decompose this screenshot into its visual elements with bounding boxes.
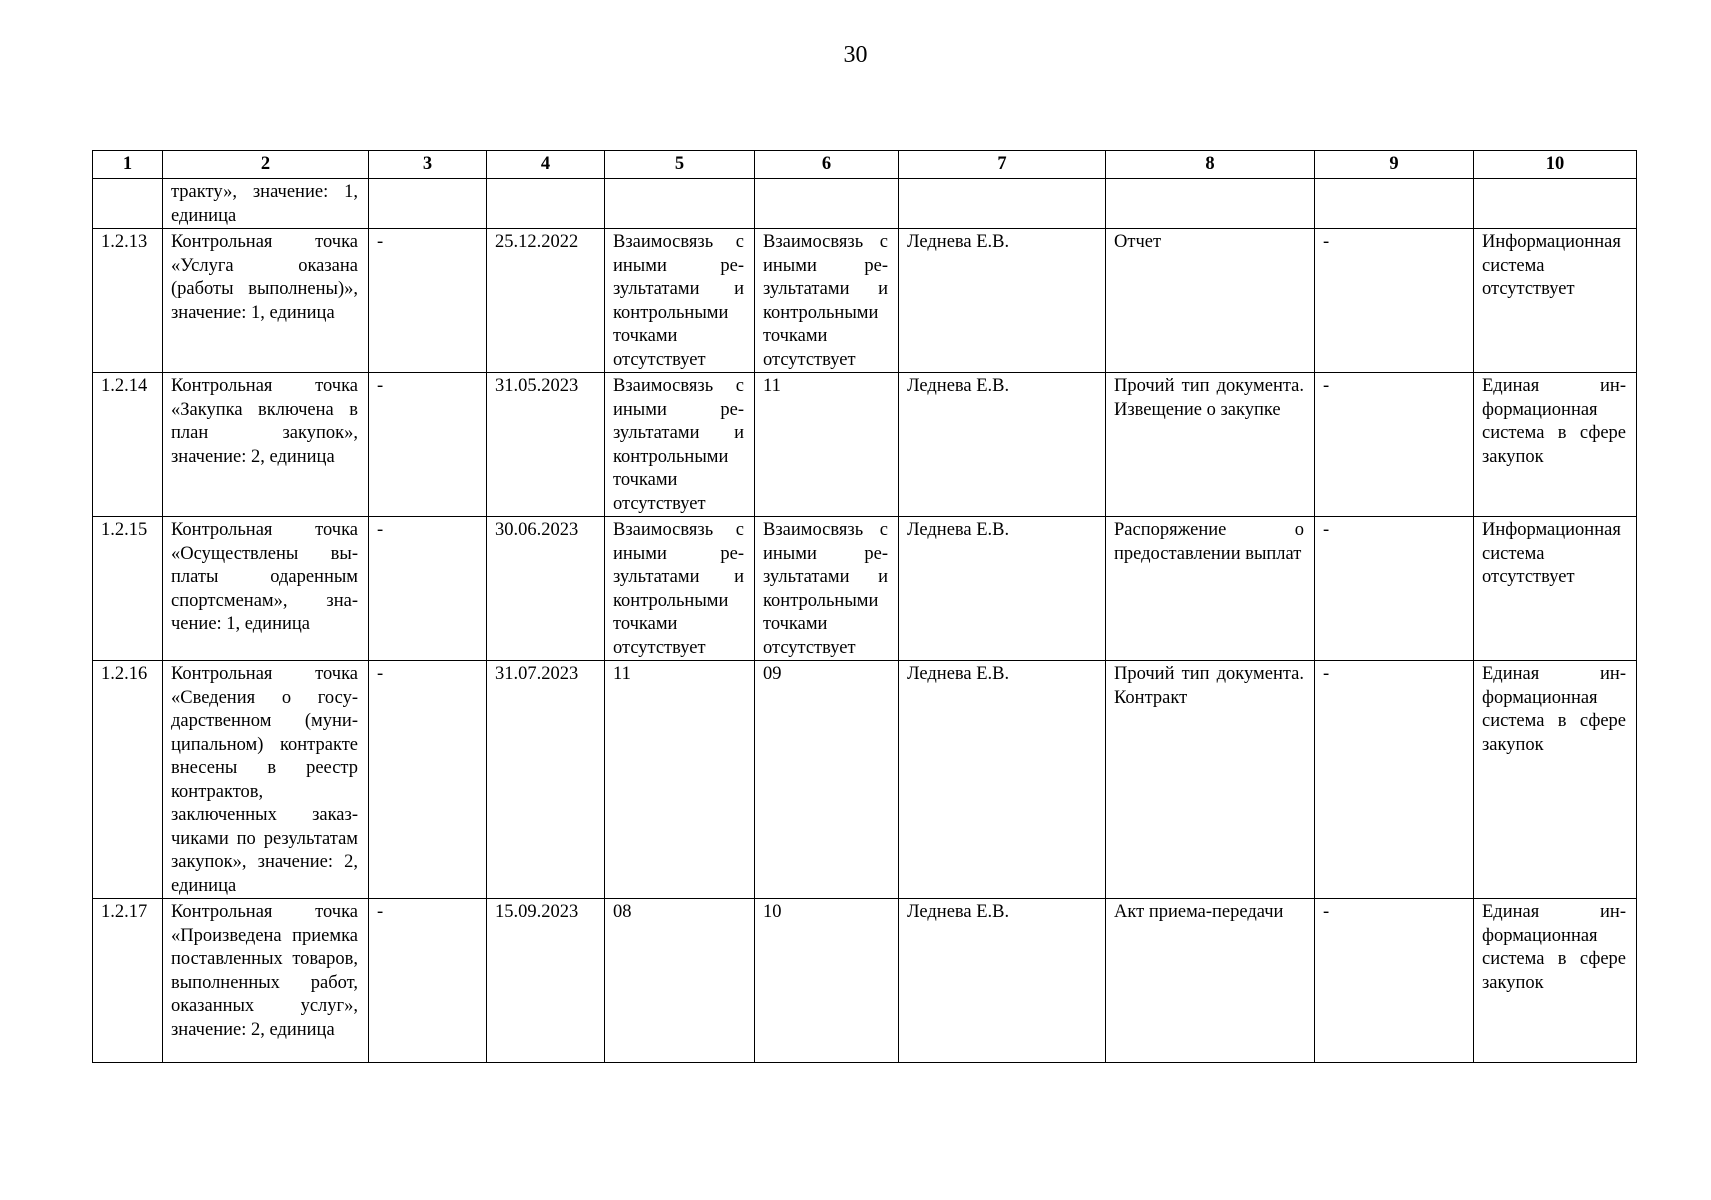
table-cell: Леднева Е.В.: [899, 661, 1106, 899]
column-header: 8: [1106, 151, 1315, 179]
table-cell: -: [369, 229, 487, 373]
table-cell: Прочий тип документа. Контракт: [1106, 661, 1315, 899]
header-row: [93, 151, 1637, 179]
table-cell: Контрольная точка «Произведена приемка поставленных товаров, выполненных работ, оказанных услуг», значение: 2, единица: [163, 899, 369, 1063]
table-cell: -: [369, 517, 487, 661]
table-cell: -: [1315, 229, 1474, 373]
table-cell: Информационная система отсутствует: [1474, 517, 1637, 661]
row-number: 1.2.16: [93, 661, 163, 899]
column-header: 2: [163, 151, 369, 179]
table-cell: [899, 179, 1106, 229]
table-cell: 15.09.2023: [487, 899, 605, 1063]
column-header: 4: [487, 151, 605, 179]
table-cell: Единая информационная система в сфере закупок: [1474, 899, 1637, 1063]
table-cell: [1315, 179, 1474, 229]
table-cell: Контрольная точка «Закупка включена в план закупок», значение: 2, единица: [163, 373, 369, 517]
table-cell: Единая информационная система в сфере закупок: [1474, 373, 1637, 517]
table-cell: 31.07.2023: [487, 661, 605, 899]
row-number: 1.2.14: [93, 373, 163, 517]
table-cell: [605, 179, 755, 229]
row-number: 1.2.13: [93, 229, 163, 373]
table-cell: [487, 179, 605, 229]
table-cell: 10: [755, 899, 899, 1063]
table-cell: [1106, 179, 1315, 229]
table-cell: Взаимосвязь с иными результатами и контрольными точками отсутствует: [605, 229, 755, 373]
table-cell: -: [1315, 899, 1474, 1063]
table-cell: -: [1315, 661, 1474, 899]
table-cell: Леднева Е.В.: [899, 229, 1106, 373]
table-cell: [93, 179, 163, 229]
table-cell: -: [369, 661, 487, 899]
table-row: [93, 229, 1637, 373]
table-cell: Леднева Е.В.: [899, 517, 1106, 661]
table-cell: Взаимосвязь с иными результатами и контрольными точками отсутствует: [755, 517, 899, 661]
table-cell: Леднева Е.В.: [899, 899, 1106, 1063]
table-cell: Взаимосвязь с иными результатами и контрольными точками отсутствует: [755, 229, 899, 373]
table-cell: Леднева Е.В.: [899, 373, 1106, 517]
table-cell: Распоряжение о предоставлении выплат: [1106, 517, 1315, 661]
table-cell: 30.06.2023: [487, 517, 605, 661]
table-cell: Контрольная точка «Осуществлены выплаты одаренным спортсменам», значение: 1, единица: [163, 517, 369, 661]
table-row: [93, 899, 1637, 1063]
table-cell: Взаимосвязь с иными результатами и контрольными точками отсутствует: [605, 373, 755, 517]
table-cell: Контрольная точка «Сведения о государственном (муниципальном) контракте внесены в реестр контрактов, заключенных заказчиками по результатам закупок», значение: 2, единица: [163, 661, 369, 899]
table-cell: 08: [605, 899, 755, 1063]
control-points-table: [92, 150, 1637, 1063]
table-row: [93, 661, 1637, 899]
column-header: 5: [605, 151, 755, 179]
column-header: 1: [93, 151, 163, 179]
table-cell: Прочий тип документа. Извещение о закупке: [1106, 373, 1315, 517]
table-cell: -: [369, 373, 487, 517]
table-cell: Контрольная точка «Услуга оказана (работы выполнены)», значение: 1, единица: [163, 229, 369, 373]
column-header: 7: [899, 151, 1106, 179]
table-cell: 25.12.2022: [487, 229, 605, 373]
table-row: [93, 517, 1637, 661]
column-header: 9: [1315, 151, 1474, 179]
table-cell: тракту», значение: 1, единица: [163, 179, 369, 229]
table-cell: -: [1315, 373, 1474, 517]
table-cell: 11: [755, 373, 899, 517]
table-cell: Взаимосвязь с иными результатами и контрольными точками отсутствует: [605, 517, 755, 661]
table-cell: Информационная система отсутствует: [1474, 229, 1637, 373]
table-cell: -: [369, 899, 487, 1063]
row-number: 1.2.17: [93, 899, 163, 1063]
table-cell: 09: [755, 661, 899, 899]
table-cell: -: [1315, 517, 1474, 661]
table-cell: Единая информационная система в сфере закупок: [1474, 661, 1637, 899]
column-header: 10: [1474, 151, 1637, 179]
row-number: 1.2.15: [93, 517, 163, 661]
table-row: [93, 373, 1637, 517]
column-header: 6: [755, 151, 899, 179]
column-header: 3: [369, 151, 487, 179]
table-cell: [369, 179, 487, 229]
table-cell: [755, 179, 899, 229]
continuation-row: [93, 179, 1637, 229]
table-cell: [1474, 179, 1637, 229]
page-number: 30: [843, 42, 868, 68]
table-cell: Отчет: [1106, 229, 1315, 373]
table-cell: 31.05.2023: [487, 373, 605, 517]
table-cell: Акт приема-передачи: [1106, 899, 1315, 1063]
table-cell: 11: [605, 661, 755, 899]
